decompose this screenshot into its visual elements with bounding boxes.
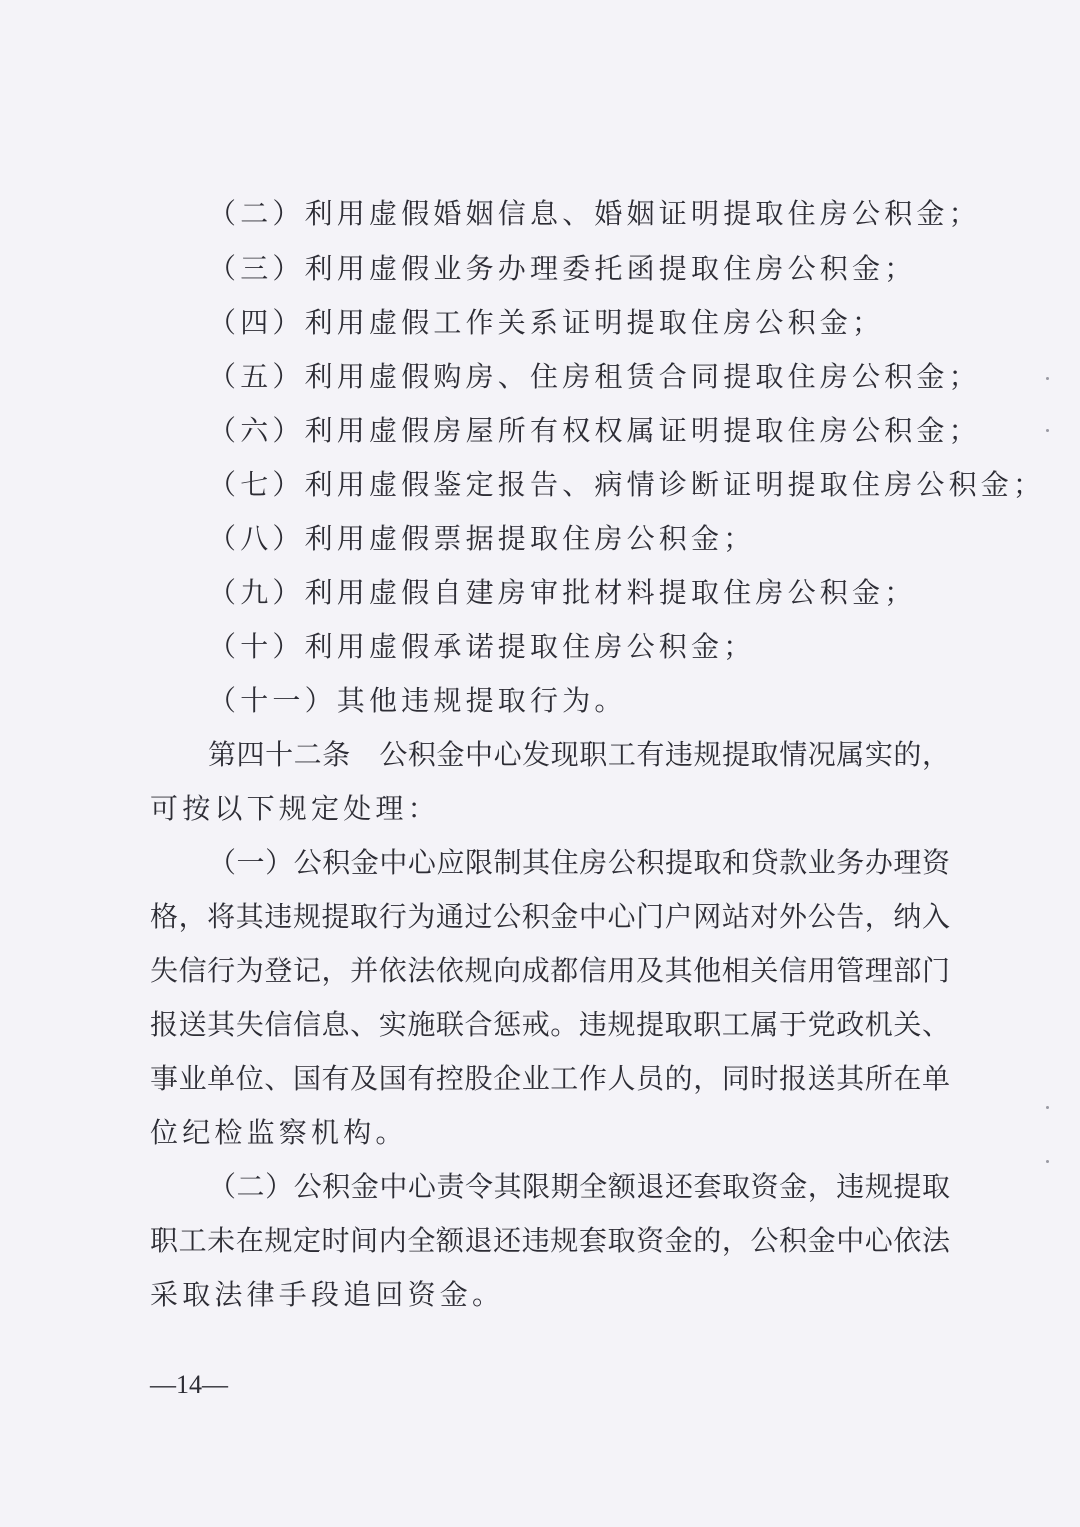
list-item: （五）利用虚假购房、住房租赁合同提取住房公积金； — [208, 360, 981, 393]
list-item: （六）利用虚假房屋所有权权属证明提取住房公积金； — [208, 414, 981, 447]
scan-speck — [1046, 1160, 1049, 1163]
list-item: （十）利用虚假承诺提取住房公积金； — [208, 630, 756, 663]
article-heading-line: 可按以下规定处理： — [150, 792, 440, 825]
paragraph-line: 报送其失信信息、实施联合惩戒。违规提取职工属于党政机关、 — [150, 1008, 950, 1041]
list-item: （七）利用虚假鉴定报告、病情诊断证明提取住房公积金； — [208, 468, 1046, 501]
list-item: （八）利用虚假票据提取住房公积金； — [208, 522, 756, 555]
paragraph-line: （一）公积金中心应限制其住房公积提取和贷款业务办理资 — [208, 846, 950, 879]
list-item: （十一）其他违规提取行为。 — [208, 684, 627, 717]
paragraph-line: 采取法律手段追回资金。 — [150, 1278, 505, 1311]
article-heading-line: 第四十二条 公积金中心发现职工有违规提取情况属实的， — [208, 738, 950, 771]
paragraph-line: 事业单位、国有及国有控股企业工作人员的，同时报送其所在单 — [150, 1062, 950, 1095]
list-item: （二）利用虚假婚姻信息、婚姻证明提取住房公积金； — [208, 197, 981, 230]
scan-speck — [1046, 1106, 1049, 1109]
paragraph-line: 格，将其违规提取行为通过公积金中心门户网站对外公告，纳入 — [150, 900, 950, 933]
paragraph-line: 职工未在规定时间内全额退还违规套取资金的，公积金中心依法 — [150, 1224, 950, 1257]
paragraph-line: 位纪检监察机构。 — [150, 1116, 408, 1149]
paragraph-line: （二）公积金中心责令其限期全额退还套取资金，违规提取 — [208, 1170, 950, 1203]
list-item: （四）利用虚假工作关系证明提取住房公积金； — [208, 306, 885, 339]
scan-speck — [1046, 377, 1049, 380]
page-number: —14— — [150, 1370, 228, 1399]
paragraph-line: 失信行为登记，并依法依规向成都信用及其他相关信用管理部门 — [150, 954, 950, 987]
list-item: （三）利用虚假业务办理委托函提取住房公积金； — [208, 252, 917, 285]
list-item: （九）利用虚假自建房审批材料提取住房公积金； — [208, 576, 917, 609]
scan-speck — [1046, 429, 1049, 432]
